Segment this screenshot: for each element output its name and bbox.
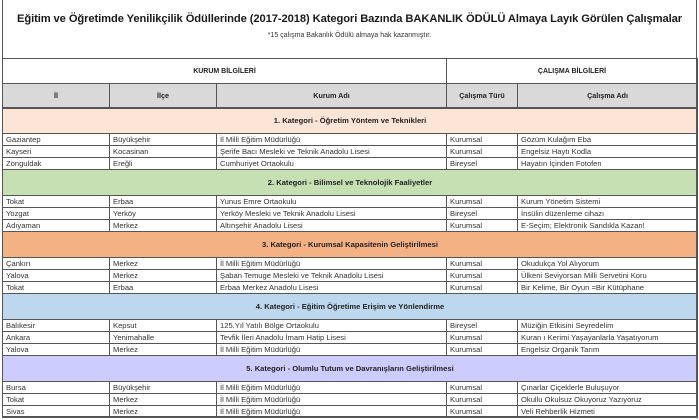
cell-kurum-adi: İl Milli Eğitim Müdürlüğü xyxy=(217,406,447,418)
column-header-il: İl xyxy=(3,84,110,108)
cell-ilce: Kepsut xyxy=(110,320,217,332)
cell-calisma-turu: Bireysel xyxy=(447,158,518,170)
cell-il: Adıyaman xyxy=(3,220,110,232)
cell-calisma-turu: Kurumsal xyxy=(447,344,518,356)
cell-calisma-adi: Kuran ı Kerimi Yaşayanlarla Yaşatıyorum xyxy=(518,332,698,344)
cell-kurum-adi: Yerköy Mesleki ve Teknik Anadolu Lisesi xyxy=(217,208,447,220)
cell-ilce: Kocasinan xyxy=(110,146,217,158)
cell-calisma-adi: Çınarlar Çiçeklerle Buluşuyor xyxy=(518,382,698,394)
group-header-kurum: KURUM BİLGİLERİ xyxy=(3,59,447,84)
cell-kurum-adi: 125.Yıl Yatılı Bölge Ortaokulu xyxy=(217,320,447,332)
cell-il: Sivas xyxy=(3,406,110,418)
cell-calisma-adi: Hayatın İçinden Fotofen xyxy=(518,158,698,170)
cell-il: Çankırı xyxy=(3,258,110,270)
cell-ilce: Merkez xyxy=(110,344,217,356)
cell-il: Kayseri xyxy=(3,146,110,158)
cell-calisma-turu: Bireysel xyxy=(447,208,518,220)
cell-calisma-turu: Kurumsal xyxy=(447,220,518,232)
cell-kurum-adi: İl Milli Eğitim Müdürlüğü xyxy=(217,382,447,394)
cell-kurum-adi: Yunus Emre Ortaokulu xyxy=(217,196,447,208)
cell-calisma-adi: Okudukça Yol Alıyorum xyxy=(518,258,698,270)
cell-calisma-turu: Kurumsal xyxy=(447,382,518,394)
cell-ilce: Ereğli xyxy=(110,158,217,170)
cell-calisma-turu: Kurumsal xyxy=(447,258,518,270)
cell-ilce: Merkez xyxy=(110,220,217,232)
cell-kurum-adi: Şaban Temuge Mesleki ve Teknik Anadolu Lisesi xyxy=(217,270,447,282)
cell-il: Balıkesir xyxy=(3,320,110,332)
category-title: 2. Kategori - Bilimsel ve Teknolojik Faaliyetler xyxy=(3,170,698,196)
cell-il: Yozgat xyxy=(3,208,110,220)
cell-il: Yalova xyxy=(3,270,110,282)
cell-kurum-adi: Tevfik İleri Anadolu İmam Hatip Lisesi xyxy=(217,332,447,344)
cell-calisma-adi: İnsülin düzenleme cihazı xyxy=(518,208,698,220)
cell-calisma-adi: Müziğin Etkisini Seyredelim xyxy=(518,320,698,332)
cell-ilce: Merkez xyxy=(110,394,217,406)
cell-calisma-turu: Kurumsal xyxy=(447,332,518,344)
cell-calisma-turu: Kurumsal xyxy=(447,394,518,406)
cell-ilce: Büyükşehir xyxy=(110,134,217,146)
cell-ilce: Yenimahalle xyxy=(110,332,217,344)
cell-kurum-adi: Altınşehir Anadolu Lisesi xyxy=(217,220,447,232)
cell-il: Gaziantep xyxy=(3,134,110,146)
cell-ilce: Merkez xyxy=(110,270,217,282)
cell-calisma-turu: Kurumsal xyxy=(447,146,518,158)
page-subtitle: *15 çalışma Bakanlık Ödülü almaya hak kazanmıştır. xyxy=(267,32,432,39)
category-title: 3. Kategori - Kurumsal Kapasitenin Geliştirilmesi xyxy=(3,232,698,258)
column-header-calisma-turu: Çalışma Türü xyxy=(447,84,518,108)
column-header-calisma-adi: Çalışma Adı xyxy=(518,84,698,108)
column-header-kurum-adi: Kurum Adı xyxy=(217,84,447,108)
cell-il: Ankara xyxy=(3,332,110,344)
page-title: Eğitim ve Öğretimde Yenilikçilik Ödüllerinde (2017-2018) Kategori Bazında BAKANLIK ÖDÜLÜ Almaya Layık Görülen Çalışmalar xyxy=(16,13,683,25)
cell-kurum-adi: Erbaa Merkez Anadolu Lisesi xyxy=(217,282,447,294)
cell-calisma-turu: Kurumsal xyxy=(447,196,518,208)
category-title: 4. Kategori - Eğitim Öğretime Erişim ve Yönlendirme xyxy=(3,294,698,320)
cell-kurum-adi: Cumhuriyet Ortaokulu xyxy=(217,158,447,170)
cell-calisma-adi: Okullu Okulsuz Okuyoruz Yazıyoruz xyxy=(518,394,698,406)
cell-kurum-adi: İl Milli Eğitim Müdürlüğü xyxy=(217,258,447,270)
cell-calisma-turu: Kurumsal xyxy=(447,134,518,146)
cell-il: Tokat xyxy=(3,282,110,294)
cell-calisma-adi: Veli Rehberlik Hizmeti xyxy=(518,406,698,418)
cell-calisma-adi: Gözüm Kulağım Eba xyxy=(518,134,698,146)
cell-calisma-turu: Kurumsal xyxy=(447,270,518,282)
cell-kurum-adi: İl Milli Eğitim Müdürlüğü xyxy=(217,344,447,356)
column-header-ilce: İlçe xyxy=(110,84,217,108)
cell-ilce: Merkez xyxy=(110,258,217,270)
cell-ilce: Büyükşehir xyxy=(110,382,217,394)
cell-kurum-adi: İl Milli Eğitim Müdürlüğü xyxy=(217,134,447,146)
cell-il: Tokat xyxy=(3,196,110,208)
cell-kurum-adi: İl Milli Eğitim Müdürlüğü xyxy=(217,394,447,406)
cell-ilce: Erbaa xyxy=(110,282,217,294)
cell-calisma-turu: Bireysel xyxy=(447,320,518,332)
outer-frame xyxy=(2,0,697,417)
cell-ilce: Merkez xyxy=(110,406,217,418)
cell-il: Tokat xyxy=(3,394,110,406)
cell-calisma-turu: Kurumsal xyxy=(447,406,518,418)
cell-il: Bursa xyxy=(3,382,110,394)
cell-ilce: Yerköy xyxy=(110,208,217,220)
cell-calisma-adi: Kurum Yönetim Sistemi xyxy=(518,196,698,208)
cell-calisma-adi: Engelsiz Haytı Kodla xyxy=(518,146,698,158)
cell-il: Zonguldak xyxy=(3,158,110,170)
cell-calisma-adi: Ülkeni Seviyorsan Milli Servetini Koru xyxy=(518,270,698,282)
cell-calisma-adi: E-Seçim; Elektronik Sandıkla Kazan! xyxy=(518,220,698,232)
cell-calisma-adi: Engelsiz Organik Tarım xyxy=(518,344,698,356)
cell-il: Yalova xyxy=(3,344,110,356)
cell-ilce: Erbaa xyxy=(110,196,217,208)
cell-calisma-adi: Bir Kelime, Bir Oyun =Bir Kütüphane xyxy=(518,282,698,294)
cell-kurum-adi: Şerife Bacı Mesleki ve Teknik Anadolu Lisesi xyxy=(217,146,447,158)
category-title: 5. Kategori - Olumlu Tutum ve Davranışların Geliştirilmesi xyxy=(3,356,698,382)
cell-calisma-turu: Kurumsal xyxy=(447,282,518,294)
category-title: 1. Kategori - Öğretim Yöntem ve Teknikleri xyxy=(3,108,698,134)
group-header-calisma: ÇALIŞMA BİLGİLERİ xyxy=(447,59,698,84)
